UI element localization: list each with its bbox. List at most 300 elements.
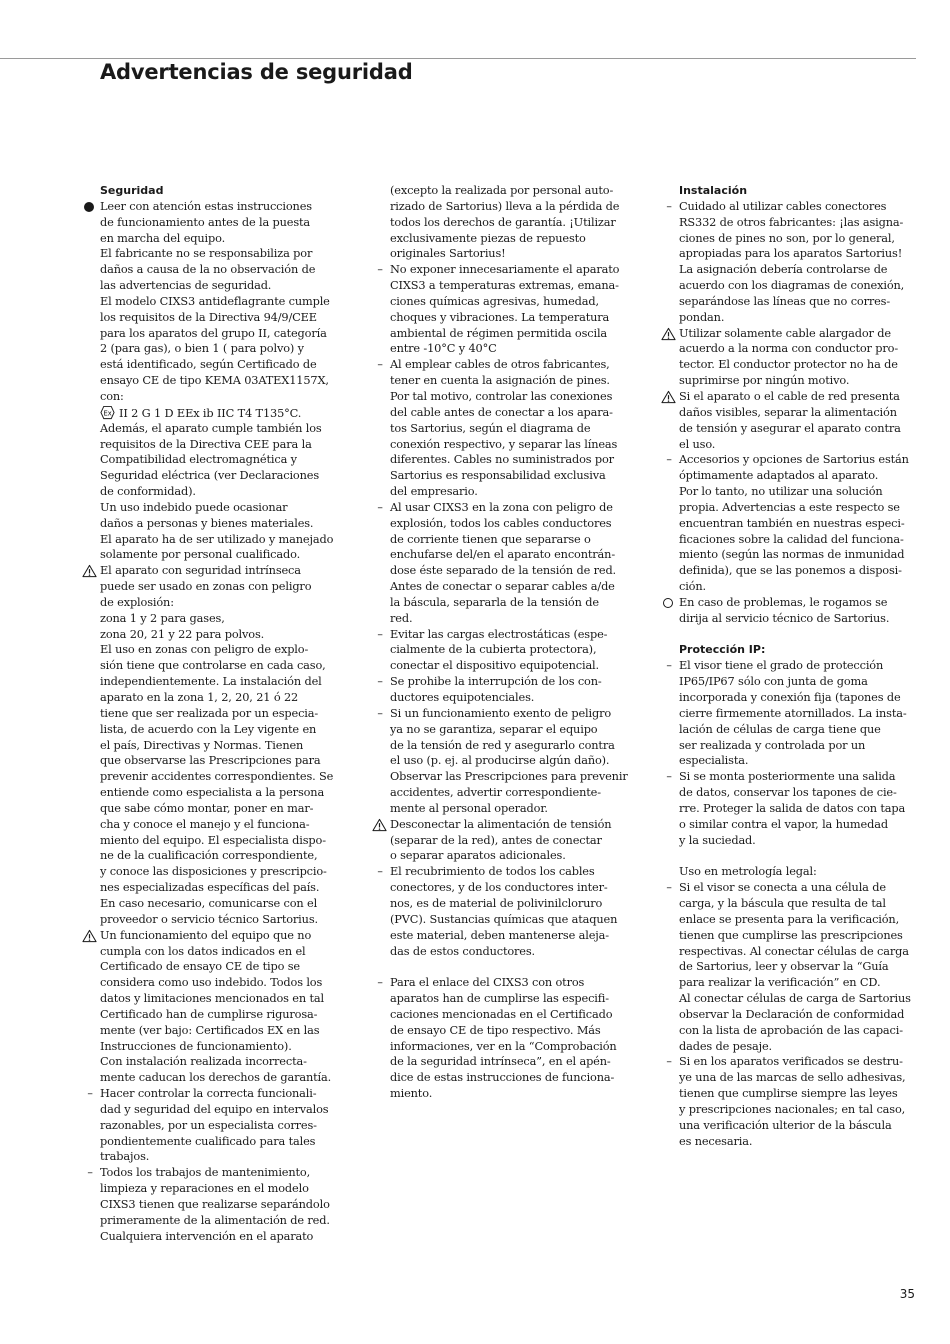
text-line: [679, 944, 929, 960]
text-line: [679, 896, 929, 912]
line-text: el uso.: [679, 436, 716, 451]
line-text: entiende como especialista a la persona: [100, 785, 325, 800]
text-line: [679, 437, 929, 453]
text-line: [679, 1134, 929, 1150]
line-text: lista, de acuerdo con la Ley vigente en: [100, 721, 317, 736]
text-line: [100, 421, 350, 437]
text-line: [679, 706, 929, 722]
text-line: [679, 1102, 929, 1118]
text-line: [679, 817, 929, 833]
line-text: daños visibles, separar la alimentación: [679, 404, 897, 419]
line-text: solamente por personal cualificado.: [100, 547, 301, 562]
text-line: [100, 231, 350, 247]
text-line: [679, 231, 929, 247]
text-line: [390, 817, 640, 833]
text-line: [390, 278, 640, 294]
line-text: las advertencias de seguridad.: [100, 278, 272, 293]
line-text: Un funcionamiento del equipo que no: [100, 927, 312, 942]
text-column-2: [377, 183, 640, 1102]
line-text: cumpla con los datos indicados en el: [100, 943, 306, 958]
text-line: [100, 706, 350, 722]
text-line: [377, 674, 640, 690]
dash-bullet: –: [377, 675, 383, 689]
text-line: [390, 310, 640, 326]
text-line: [100, 262, 350, 278]
line-text: del cable antes de conectar a los apara-: [390, 404, 613, 419]
text-line: [100, 658, 350, 674]
text-line: [390, 912, 640, 928]
text-line: [100, 674, 350, 690]
svg-text:Ex: Ex: [103, 408, 112, 418]
text-line: [390, 294, 640, 310]
text-line: [100, 722, 350, 738]
line-text: Por lo tanto, no utilizar una solución: [679, 484, 883, 499]
text-line: [679, 785, 929, 801]
line-text: razonables, por un especialista corres-: [100, 1117, 317, 1132]
text-line: [390, 199, 640, 215]
line-text: ción.: [679, 579, 706, 594]
line-text: informaciones, ver en la “Comprobación: [390, 1038, 617, 1053]
text-line: [100, 769, 350, 785]
line-text: pondan.: [679, 309, 725, 324]
text-line: [100, 452, 350, 468]
dash-bullet: –: [666, 770, 672, 784]
text-line: [100, 1134, 350, 1150]
line-text: diferentes. Cables no suministrados por: [390, 452, 614, 467]
line-text: Si el aparato o el cable de red presenta: [679, 388, 900, 403]
text-line: [679, 975, 929, 991]
text-line: [679, 722, 929, 738]
line-text: tienen que cumplirse siempre las leyes: [679, 1086, 898, 1101]
line-text: trabajos.: [100, 1149, 150, 1164]
line-text: aparato en la zona 1, 2, 20, 21 ó 22: [100, 690, 299, 704]
page-title: Advertencias de seguridad: [100, 60, 413, 84]
line-text: Accesorios y opciones de Sartorius están: [679, 452, 909, 467]
text-line: [100, 547, 350, 563]
warning-triangle-icon: [372, 818, 387, 832]
text-line: [390, 468, 640, 484]
dash-bullet: –: [377, 627, 383, 641]
line-text: del empresario.: [390, 484, 478, 499]
line-text: lación de células de carga tiene que: [679, 721, 881, 736]
line-text: carga, y la báscula que resulta de tal: [679, 895, 886, 910]
dash-bullet: –: [666, 199, 672, 213]
text-line: [390, 579, 640, 595]
dash-bullet: –: [377, 500, 383, 514]
line-text: requisitos de la Directiva CEE para la: [100, 436, 312, 451]
line-text: Utilizar solamente cable alargador de: [679, 325, 891, 340]
warning-triangle-icon: [661, 390, 676, 404]
section-heading: [679, 183, 929, 199]
line-text: ambiental de régimen permitida oscila: [390, 325, 608, 340]
line-text: nes especializadas específicas del país.: [100, 880, 320, 895]
line-text: CIXS3 a temperaturas extremas, emana-: [390, 278, 619, 293]
line-text: ser realizada y controlada por un: [679, 737, 866, 752]
text-line: [100, 246, 350, 262]
line-text: enlace se presenta para la verificación,: [679, 911, 900, 926]
text-line: [679, 215, 929, 231]
text-line: [100, 516, 350, 532]
line-text: (PVC). Sustancias químicas que ataquen: [390, 911, 618, 926]
text-line: [679, 738, 929, 754]
text-line: [390, 484, 640, 500]
text-line: [390, 1007, 640, 1023]
line-text: mente (ver bajo: Certificados EX en las: [100, 1022, 320, 1037]
line-text: dad y seguridad del equipo en intervalos: [100, 1101, 329, 1116]
line-text: o similar contra el vapor, la humedad: [679, 816, 888, 831]
text-line: [390, 880, 640, 896]
text-line: [100, 405, 350, 421]
line-text: con la lista de aprobación de las capaci-: [679, 1022, 903, 1037]
line-text: dades de pesaje.: [679, 1038, 773, 1053]
filled-bullet-icon: [84, 202, 94, 212]
line-text: limpieza y reparaciones en el modelo: [100, 1181, 309, 1196]
line-text: y la suciedad.: [679, 832, 756, 847]
line-text: para los aparatos del grupo II, categoría: [100, 325, 327, 340]
line-text: acuerdo con los diagramas de conexión,: [679, 278, 905, 293]
line-text: ya no se garantiza, separar el equipo: [390, 721, 598, 736]
text-line: [679, 389, 929, 405]
line-text: IP65/IP67 sólo con junta de goma: [679, 674, 868, 689]
line-text: El aparato ha de ser utilizado y manejado: [100, 531, 334, 546]
text-line: [390, 658, 640, 674]
text-line: [100, 944, 350, 960]
line-text: Evitar las cargas electrostáticas (espe-: [390, 626, 608, 641]
text-line: [679, 864, 929, 880]
text-line: [377, 262, 640, 278]
line-text: No exponer innecesariamente el aparato: [390, 262, 620, 277]
text-line: [100, 611, 350, 627]
text-line: [390, 231, 640, 247]
text-line: [679, 801, 929, 817]
text-line: [679, 928, 929, 944]
line-text: miento.: [390, 1086, 433, 1101]
line-text: mente caducan los derechos de garantía.: [100, 1070, 332, 1085]
line-text: Leer con atención estas instrucciones: [100, 198, 312, 213]
text-line: [390, 595, 640, 611]
text-line: [679, 516, 929, 532]
line-text: (excepto la realizada por personal auto-: [390, 183, 614, 197]
text-line: [100, 310, 350, 326]
line-text: ductores equipotenciales.: [390, 690, 535, 704]
text-line: [100, 753, 350, 769]
text-line: [100, 1181, 350, 1197]
text-line: [390, 1054, 640, 1070]
text-line: [679, 326, 929, 342]
line-text: das de estos conductores.: [390, 943, 535, 958]
line-text: choques y vibraciones. La temperatura: [390, 309, 610, 324]
line-text: conexión respectivo, y separar las líneas: [390, 436, 618, 451]
line-text: caciones mencionadas en el Certificado: [390, 1006, 613, 1021]
line-text: respectivas. Al conectar células de carga: [679, 943, 909, 958]
line-text: tiene que ser realizada por un especia-: [100, 705, 319, 720]
text-line: [390, 1070, 640, 1086]
text-line: [390, 547, 640, 563]
line-text: El uso en zonas con peligro de explo-: [100, 642, 309, 657]
blank-line: [679, 848, 929, 864]
text-line: [100, 389, 350, 405]
text-line: [679, 1023, 929, 1039]
text-line: [100, 991, 350, 1007]
text-line: [100, 484, 350, 500]
line-text: zona 1 y 2 para gases,: [100, 610, 225, 625]
line-text: cha y conoce el manejo y el funciona-: [100, 816, 310, 831]
hollow-bullet-icon: [663, 598, 673, 608]
warning-triangle-icon: [82, 564, 97, 578]
line-text: Observar las Prescripciones para prevenir: [390, 769, 628, 784]
line-text: ciones de pines no son, por lo general,: [679, 230, 895, 245]
text-line: [390, 341, 640, 357]
blank-line: [390, 959, 640, 975]
text-line: [100, 341, 350, 357]
text-line: [679, 912, 929, 928]
text-line: [377, 499, 640, 516]
text-line: [679, 484, 929, 500]
line-text: pondientemente cualificado para tales: [100, 1133, 316, 1148]
text-line: [390, 1039, 640, 1055]
text-line: [100, 468, 350, 484]
dash-bullet: –: [666, 1055, 672, 1069]
text-line: [390, 785, 640, 801]
text-line: [679, 278, 929, 294]
line-text: miento del equipo. El especialista dispo-: [100, 832, 326, 847]
text-line: [377, 357, 640, 373]
line-text: enchufarse del/en el aparato encontrán-: [390, 547, 616, 562]
line-text: Si en los aparatos verificados se destru-: [679, 1054, 903, 1069]
line-text: El aparato con seguridad intrínseca: [100, 563, 301, 578]
text-line: [390, 437, 640, 453]
text-line: [390, 944, 640, 960]
line-text: Si un funcionamiento exento de peligro: [390, 705, 612, 720]
line-text: Si el visor se conecta a una célula de: [679, 880, 886, 895]
text-line: [679, 421, 929, 437]
line-text: el uso (p. ej. al producirse algún daño).: [390, 753, 610, 768]
text-line: [100, 848, 350, 864]
text-line: [390, 722, 640, 738]
text-line: [100, 357, 350, 373]
line-text: dirija al servicio técnico de Sartorius.: [679, 610, 890, 625]
text-line: [100, 975, 350, 991]
line-text: puede ser usado en zonas con peligro: [100, 579, 312, 594]
section-heading: [100, 183, 350, 199]
line-text: de Sartorius, leer y observar la “Guía: [679, 959, 889, 974]
text-line: [390, 405, 640, 421]
line-text: Al conectar células de carga de Sartorius: [679, 991, 911, 1006]
line-text: acuerdo a la norma con conductor pro-: [679, 341, 899, 356]
text-line: [100, 690, 350, 706]
line-text: una verificación ulterior de la báscula: [679, 1117, 892, 1132]
text-line: [100, 500, 350, 516]
dash-bullet: –: [87, 1087, 93, 1101]
line-text: y prescripciones nacionales; en tal caso,: [679, 1101, 906, 1116]
text-line: [100, 1102, 350, 1118]
line-text: explosión, todos los cables conductores: [390, 515, 612, 530]
line-text: de explosión:: [100, 594, 174, 609]
text-line: [100, 199, 350, 215]
line-text: ensayo CE de tipo KEMA 03ATEX1157X,: [100, 373, 329, 388]
text-line: [390, 183, 640, 199]
text-line: [100, 373, 350, 389]
line-text: datos y limitaciones mencionados en tal: [100, 991, 324, 1006]
line-text: todos los derechos de garantía. ¡Utilizar: [390, 214, 616, 229]
line-text: de ensayo CE de tipo respectivo. Más: [390, 1022, 601, 1037]
text-line: [679, 833, 929, 849]
line-text: observar la Declaración de conformidad: [679, 1006, 905, 1021]
line-text: El recubrimiento de todos los cables: [390, 864, 595, 879]
line-text: suprimirse por ningún motivo.: [679, 373, 850, 388]
line-text: especialista.: [679, 753, 749, 768]
text-line: [679, 991, 929, 1007]
text-line: [679, 1070, 929, 1086]
line-text: rizado de Sartorius) lleva a la pérdida de: [390, 198, 620, 213]
line-text: RS332 de otros fabricantes: ¡las asigna-: [679, 214, 904, 229]
line-text: la báscula, separarla de la tensión de: [390, 594, 599, 609]
text-line: [100, 880, 350, 896]
text-line: [100, 864, 350, 880]
line-text: Protección IP:: [679, 643, 766, 657]
text-line: [679, 468, 929, 484]
line-text: cialmente de la cubierta protectora),: [390, 642, 597, 657]
line-text: La asignación debería controlarse de: [679, 262, 888, 277]
line-text: Compatibilidad electromagnética y: [100, 452, 297, 467]
text-line: [100, 579, 350, 595]
line-text: dose éste separado de la tensión de red.: [390, 563, 617, 578]
text-line: [679, 357, 929, 373]
text-line: [100, 801, 350, 817]
text-line: [100, 928, 350, 944]
text-line: [87, 1165, 350, 1181]
line-text: rre. Proteger la salida de datos con tapa: [679, 800, 906, 815]
line-text: este material, deben mantenerse aleja-: [390, 927, 609, 942]
line-text: es necesaria.: [679, 1133, 753, 1148]
text-line: [679, 1007, 929, 1023]
text-line: [390, 642, 640, 658]
text-line: [390, 896, 640, 912]
line-text: En caso de problemas, le rogamos se: [679, 594, 888, 609]
line-text: (separar de la red), antes de conectar: [390, 832, 602, 847]
text-line: [390, 753, 640, 769]
line-text: ne de la cualificación correspondiente,: [100, 848, 318, 863]
dash-bullet: –: [377, 263, 383, 277]
text-line: [679, 611, 929, 627]
dash-bullet: –: [666, 453, 672, 467]
text-line: [100, 785, 350, 801]
line-text: separándose las líneas que no corres-: [679, 293, 891, 308]
text-line: [100, 1118, 350, 1134]
line-text: tector. El conductor protector no ha de: [679, 357, 898, 372]
line-text: independientemente. La instalación del: [100, 674, 322, 689]
text-line: [390, 611, 640, 627]
text-line: [100, 817, 350, 833]
text-line: [100, 627, 350, 643]
text-line: [679, 405, 929, 421]
line-text: de funcionamiento antes de la puesta: [100, 214, 311, 229]
text-line: [390, 246, 640, 262]
text-line: [87, 1086, 350, 1102]
line-text: considera como uso indebido. Todos los: [100, 975, 323, 990]
line-text: II 2 G 1 D EEx ib IIC T4 T135°C.: [119, 405, 302, 420]
line-text: tos Sartorius, según el diagrama de: [390, 420, 591, 435]
line-text: óptimamente adaptados al aparato.: [679, 468, 879, 483]
text-line: [100, 1023, 350, 1039]
text-line: [100, 959, 350, 975]
line-text: daños a personas y bienes materiales.: [100, 515, 314, 530]
line-text: aparatos han de cumplirse las especifi-: [390, 991, 609, 1006]
dash-bullet: –: [377, 976, 383, 990]
line-text: Seguridad: [100, 184, 164, 197]
text-line: [390, 1086, 640, 1102]
line-text: Cualquiera intervención en el aparato: [100, 1228, 314, 1243]
text-line: [100, 1197, 350, 1213]
line-text: Al emplear cables de otros fabricantes,: [390, 357, 610, 372]
line-text: el país, Directivas y Normas. Tienen: [100, 737, 304, 752]
text-line: [377, 975, 640, 991]
line-text: CIXS3 tienen que realizarse separándolo: [100, 1197, 330, 1211]
line-text: ye una de las marcas de sello adhesivas,: [679, 1070, 906, 1085]
line-text: de tensión y asegurar el aparato contra: [679, 420, 901, 435]
text-line: [679, 310, 929, 326]
line-text: cierre firmemente atornillados. La insta-: [679, 705, 907, 720]
dash-bullet: –: [377, 865, 383, 879]
text-line: [100, 1213, 350, 1229]
line-text: Instalación: [679, 184, 748, 197]
line-text: prevenir accidentes correspondientes. Se: [100, 769, 334, 784]
text-line: [100, 1070, 350, 1086]
line-text: exclusivamente piezas de repuesto: [390, 230, 586, 245]
text-line: [390, 769, 640, 785]
text-line: [390, 421, 640, 437]
text-line: [100, 738, 350, 754]
page-number: 35: [899, 1287, 915, 1301]
text-line: [100, 912, 350, 928]
line-text: Todos los trabajos de mantenimiento,: [100, 1165, 311, 1180]
text-line: [100, 437, 350, 453]
line-text: red.: [390, 610, 413, 625]
line-text: los requisitos de la Directiva 94/9/CEE: [100, 309, 317, 324]
text-line: [679, 1039, 929, 1055]
text-line: [679, 1118, 929, 1134]
text-line: [100, 1149, 350, 1165]
text-line: [100, 595, 350, 611]
text-line: [679, 563, 929, 579]
text-line: [666, 658, 929, 674]
line-text: conectores, y de los conductores inter-: [390, 880, 608, 895]
text-line: [377, 626, 640, 643]
line-text: Antes de conectar o separar cables a/de: [390, 579, 615, 594]
line-text: incorporada y conexión fija (tapones de: [679, 690, 901, 704]
text-line: [679, 1086, 929, 1102]
text-line: [390, 452, 640, 468]
line-text: El fabricante no se responsabiliza por: [100, 246, 313, 261]
line-text: accidentes, advertir correspondiente-: [390, 785, 601, 800]
text-line: [100, 215, 350, 231]
line-text: Por tal motivo, controlar las conexiones: [390, 388, 613, 403]
dash-bullet: –: [87, 1166, 93, 1180]
text-line: [100, 294, 350, 310]
line-text: propia. Advertencias a este respecto se: [679, 499, 900, 514]
line-text: sión tiene que controlarse en cada caso,: [100, 658, 326, 673]
text-line: [390, 389, 640, 405]
text-line: [390, 928, 640, 944]
line-text: de datos, conservar los tapones de cie-: [679, 785, 897, 800]
text-line: [100, 1229, 350, 1245]
warning-triangle-icon: [82, 929, 97, 943]
text-line: [679, 373, 929, 389]
text-line: [679, 690, 929, 706]
line-text: tener en cuenta la asignación de pines.: [390, 373, 610, 388]
line-text: de la seguridad intrínseca”, en el apén-: [390, 1054, 611, 1069]
line-text: para realizar la verificación” en CD.: [679, 975, 881, 990]
